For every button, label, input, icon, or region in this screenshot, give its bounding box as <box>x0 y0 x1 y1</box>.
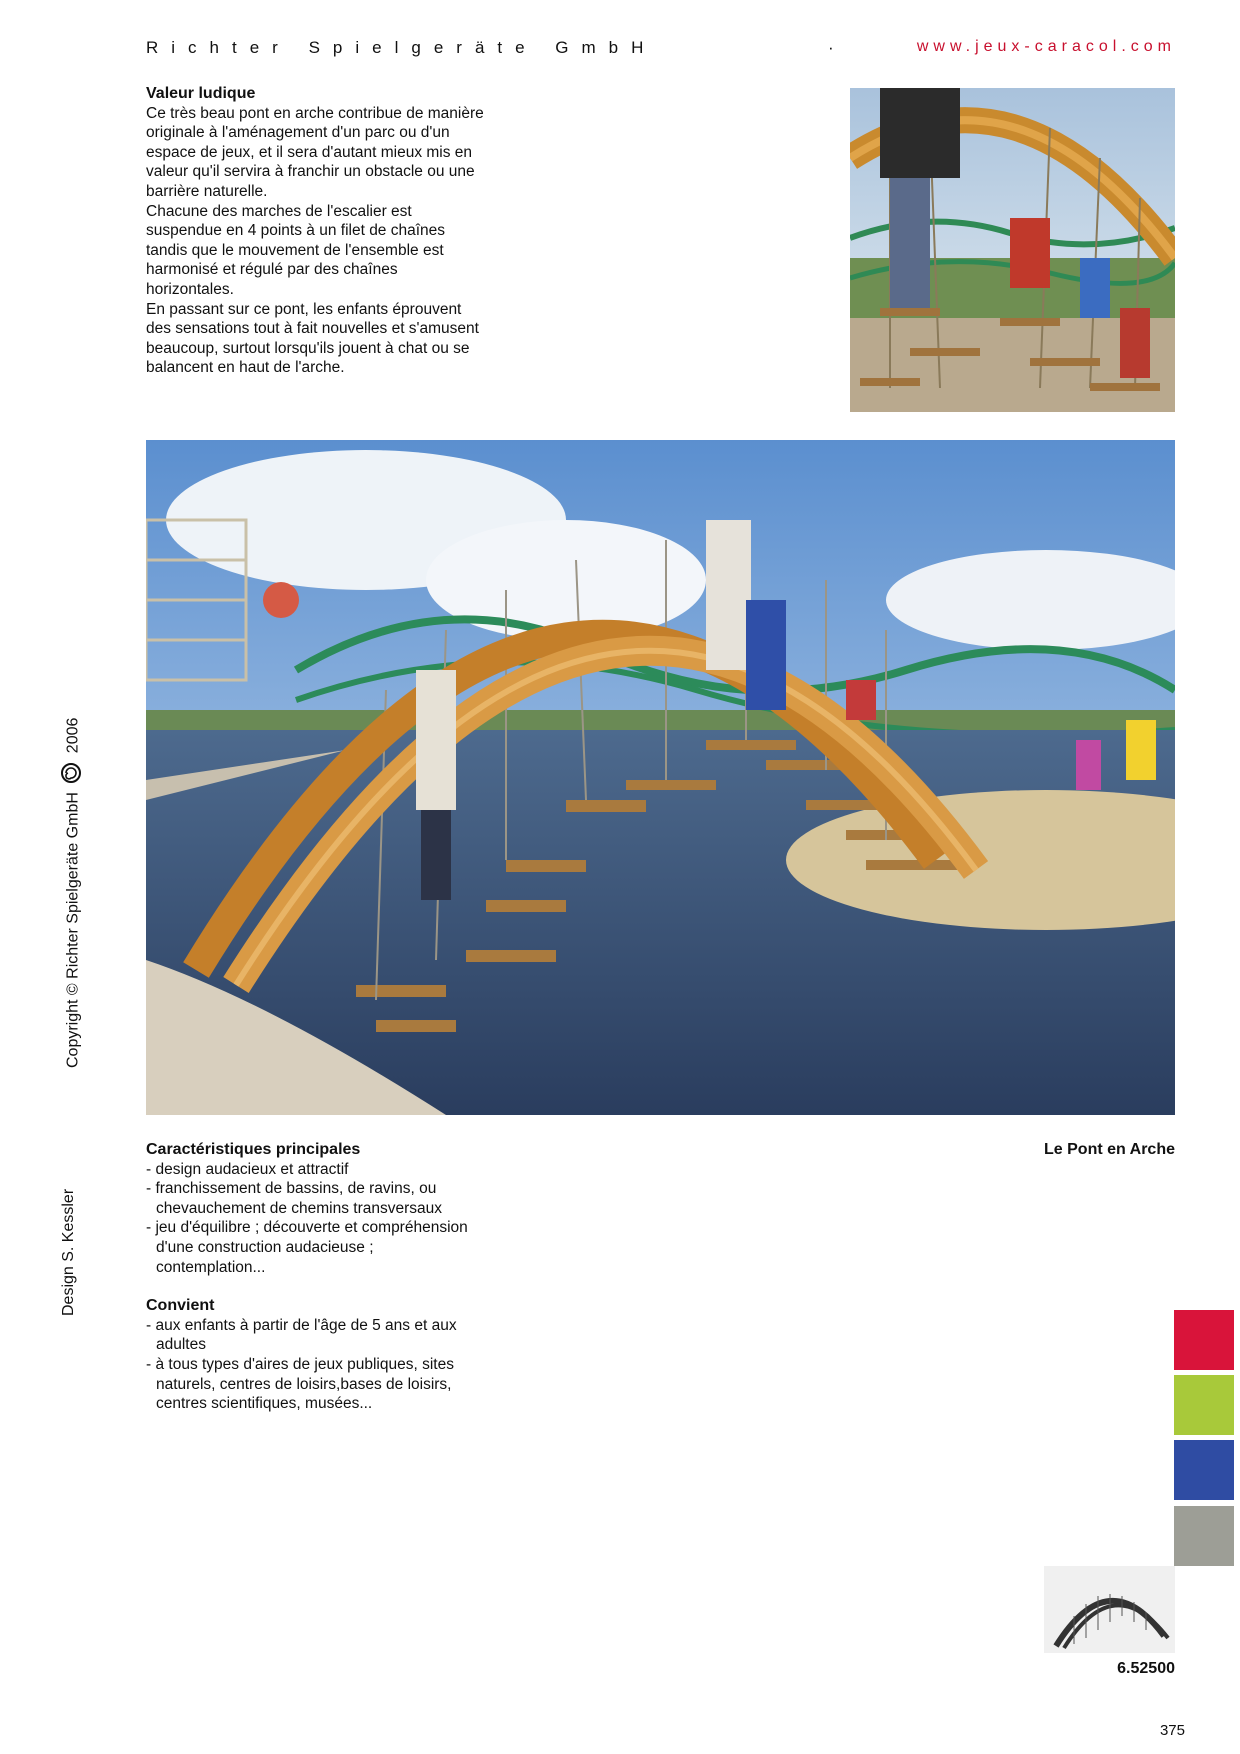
color-swatch-grey <box>1174 1506 1234 1566</box>
intro-paragraph: Chacune des marches de l'escalier est suspendue en 4 points à un filet de chaînes tandis que le mouvement de l'ensemble est harmonisé et régulé par des chaînes horizontales. <box>146 202 446 298</box>
intro-section <box>146 84 486 378</box>
copyright-notice <box>60 718 87 1068</box>
product-code: 6.52500 <box>1117 1660 1175 1677</box>
website-link[interactable]: www.jeux-caracol.com <box>916 38 1176 55</box>
page-header <box>146 38 1176 62</box>
product-name: Le Pont en Arche <box>1044 1141 1175 1158</box>
list-item: - design audacieux et attractif <box>146 1160 486 1180</box>
list-item: - jeu d'équilibre ; découverte et compréhension d'une construction audacieuse ; contemplation... <box>146 1218 486 1277</box>
designer-credit: Design S. Kessler <box>60 1188 77 1316</box>
header-separator: · <box>828 38 847 57</box>
suitability-heading: Convient <box>146 1297 215 1315</box>
intro-paragraph: En passant sur ce pont, les enfants éprouvent des sensations tout à fait nouvelles et s'amusent beaucoup, surtout lorsqu'ils jouent à chat ou se balancent en haut de l'arche. <box>146 300 479 377</box>
color-swatch-blue <box>1174 1440 1234 1500</box>
intro-heading: Valeur ludique <box>146 85 256 102</box>
intro-paragraph: Ce très beau pont en arche contribue de manière originale à l'aménagement d'un parc ou d'un espace de jeux, et il sera d'autant mieux mis en valeur qu'il servira à franchir un obstacle ou une barrière naturelle. <box>146 104 484 200</box>
list-item: - aux enfants à partir de l'âge de 5 ans et aux adultes <box>146 1316 486 1355</box>
color-swatch-green <box>1174 1375 1234 1435</box>
features-section <box>146 1140 486 1414</box>
photo-children-on-bridge <box>850 88 1175 412</box>
list-item: - à tous types d'aires de jeux publiques, sites naturels, centres de loisirs,bases de loisirs, centres scientifiques, musées... <box>146 1355 486 1414</box>
copyright-text: Copyright © Richter Spielgeräte GmbH <box>64 792 82 1068</box>
list-item: - franchissement de bassins, de ravins, ou chevauchement de chemins transversaux <box>146 1179 486 1218</box>
company-name: Richter Spielgeräte GmbH <box>146 38 657 57</box>
features-list <box>146 1160 486 1278</box>
color-swatch-red <box>1174 1310 1234 1370</box>
product-drawing-thumbnail <box>1044 1566 1175 1653</box>
features-heading: Caractéristiques principales <box>146 1141 361 1158</box>
suitability-list <box>146 1316 486 1414</box>
copyright-year: 2006 <box>64 717 82 754</box>
snail-logo-icon <box>60 762 87 784</box>
photo-arch-bridge-over-water <box>146 440 1175 1115</box>
page-number: 375 <box>1159 1722 1185 1739</box>
